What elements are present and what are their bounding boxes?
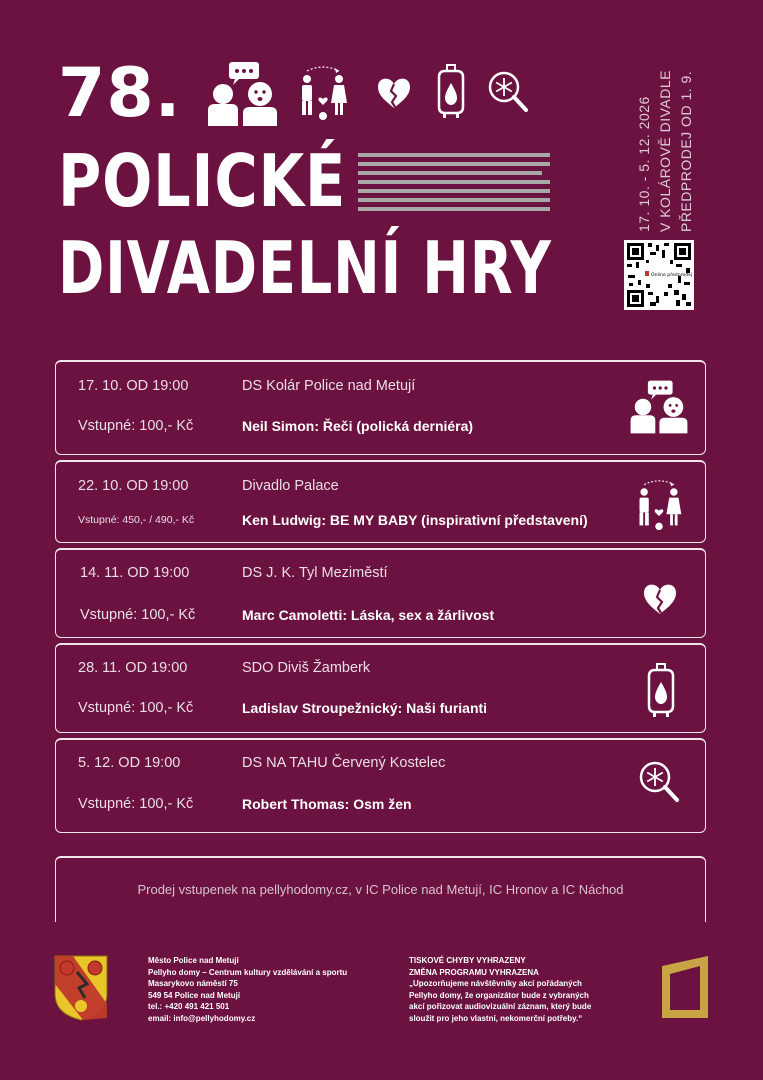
decorative-stripes <box>358 153 550 216</box>
notice-changes: ZMĚNA PROGRAMU VYHRAZENA <box>409 967 539 977</box>
title-line-1: POLICKÉ <box>58 139 347 223</box>
event-play: Ken Ludwig: BE MY BABY (inspirativní představení) <box>242 512 588 528</box>
notice-recording-3: akcí pořizovat audiovizuální záznam, který bude <box>409 1002 592 1011</box>
venue: V KOLÁROVĚ DIVADLE <box>656 69 673 232</box>
event-price: Vstupné: 100,- Kč <box>78 796 194 812</box>
talking-people-icon <box>205 60 280 128</box>
event-date: 22. 10. OD 19:00 <box>78 478 189 494</box>
event-card-5 <box>55 738 706 833</box>
event-play: Marc Camoletti: Láska, sex a žárlivost <box>242 607 495 623</box>
event-card-3 <box>55 548 706 638</box>
notice-info <box>409 955 591 1024</box>
water-heater-icon <box>645 662 677 718</box>
org-email[interactable]: email: info@pellyhodomy.cz <box>148 1013 256 1023</box>
town-coat-of-arms <box>53 954 109 1022</box>
event-date: 28. 11. OD 19:00 <box>78 660 188 676</box>
notice-errors: TISKOVÉ CHYBY VYHRAZENY <box>409 956 526 965</box>
title-line-2: DIVADELNÍ HRY <box>58 226 552 310</box>
notice-recording-2: Pellyho domy, že organizátor bude z vybraných <box>409 990 589 1000</box>
org-center: Pellyho domy – Centrum kultury vzdělávání a sportu <box>148 967 348 977</box>
event-company: Divadlo Palace <box>242 478 339 494</box>
magnifier-snowflake-icon <box>487 70 529 114</box>
couple-baby-icon <box>295 63 351 123</box>
event-company: DS Kolár Police nad Metují <box>242 378 416 394</box>
event-play: Neil Simon: Řeči (polická derniéra) <box>242 418 474 434</box>
event-play: Ladislav Stroupežnický: Naši furianti <box>242 700 488 716</box>
event-price: Vstupné: 100,- Kč <box>78 418 194 434</box>
qr-label: Online předprodej <box>651 273 693 278</box>
event-card-2 <box>55 460 706 543</box>
event-date: 14. 11. OD 19:00 <box>80 565 190 581</box>
notice-recording-1: „Upozorňujeme návštěvníky akcí pořádaných <box>409 979 582 988</box>
dates-block <box>620 69 710 232</box>
magnifier-snowflake-icon <box>638 760 680 804</box>
event-company: DS J. K. Tyl Meziměstí <box>242 565 388 581</box>
ticket-sale-info: Prodej vstupenek na pellyhodomy.cz, v IC Police nad Metují, IC Hronov a IC Náchod <box>137 882 624 897</box>
notice-recording-4: sloužit pro jeho vlastní, nekomerční potřeby.“ <box>409 1013 583 1023</box>
water-heater-icon <box>435 63 467 119</box>
event-price: Vstupné: 100,- Kč <box>80 607 196 623</box>
broken-heart-icon <box>376 76 412 110</box>
org-phone: tel.: +420 491 421 501 <box>148 1002 230 1011</box>
event-card-4 <box>55 643 706 733</box>
couple-baby-icon <box>633 477 685 533</box>
broken-heart-icon <box>642 582 678 616</box>
event-price: Vstupné: 100,- Kč <box>78 700 194 716</box>
qr-code[interactable] <box>624 240 694 310</box>
event-date: 17. 10. OD 19:00 <box>78 378 189 394</box>
talking-people-icon <box>628 379 690 435</box>
event-date: 5. 12. OD 19:00 <box>78 755 181 771</box>
org-city: 549 54 Police nad Metují <box>148 990 241 1000</box>
event-price: Vstupné: 450,- / 490,- Kč <box>78 514 195 526</box>
org-address: Masarykovo náměstí 75 <box>148 979 238 988</box>
presale-start: PŘEDPRODEJ OD 1. 9. <box>677 70 694 232</box>
pellyho-domy-logo <box>660 954 710 1020</box>
dates-range: 17. 10. - 5. 12. 2026 <box>635 96 652 232</box>
event-card-1 <box>55 360 706 455</box>
org-name: Město Police nad Metují <box>148 956 239 965</box>
ticket-sale-box <box>55 856 706 922</box>
event-play: Robert Thomas: Osm žen <box>242 796 412 812</box>
organizer-info <box>148 955 347 1024</box>
event-company: DS NA TAHU Červený Kostelec <box>242 755 446 771</box>
edition-number: 78. <box>58 54 182 133</box>
event-company: SDO Diviš Žamberk <box>242 660 371 676</box>
